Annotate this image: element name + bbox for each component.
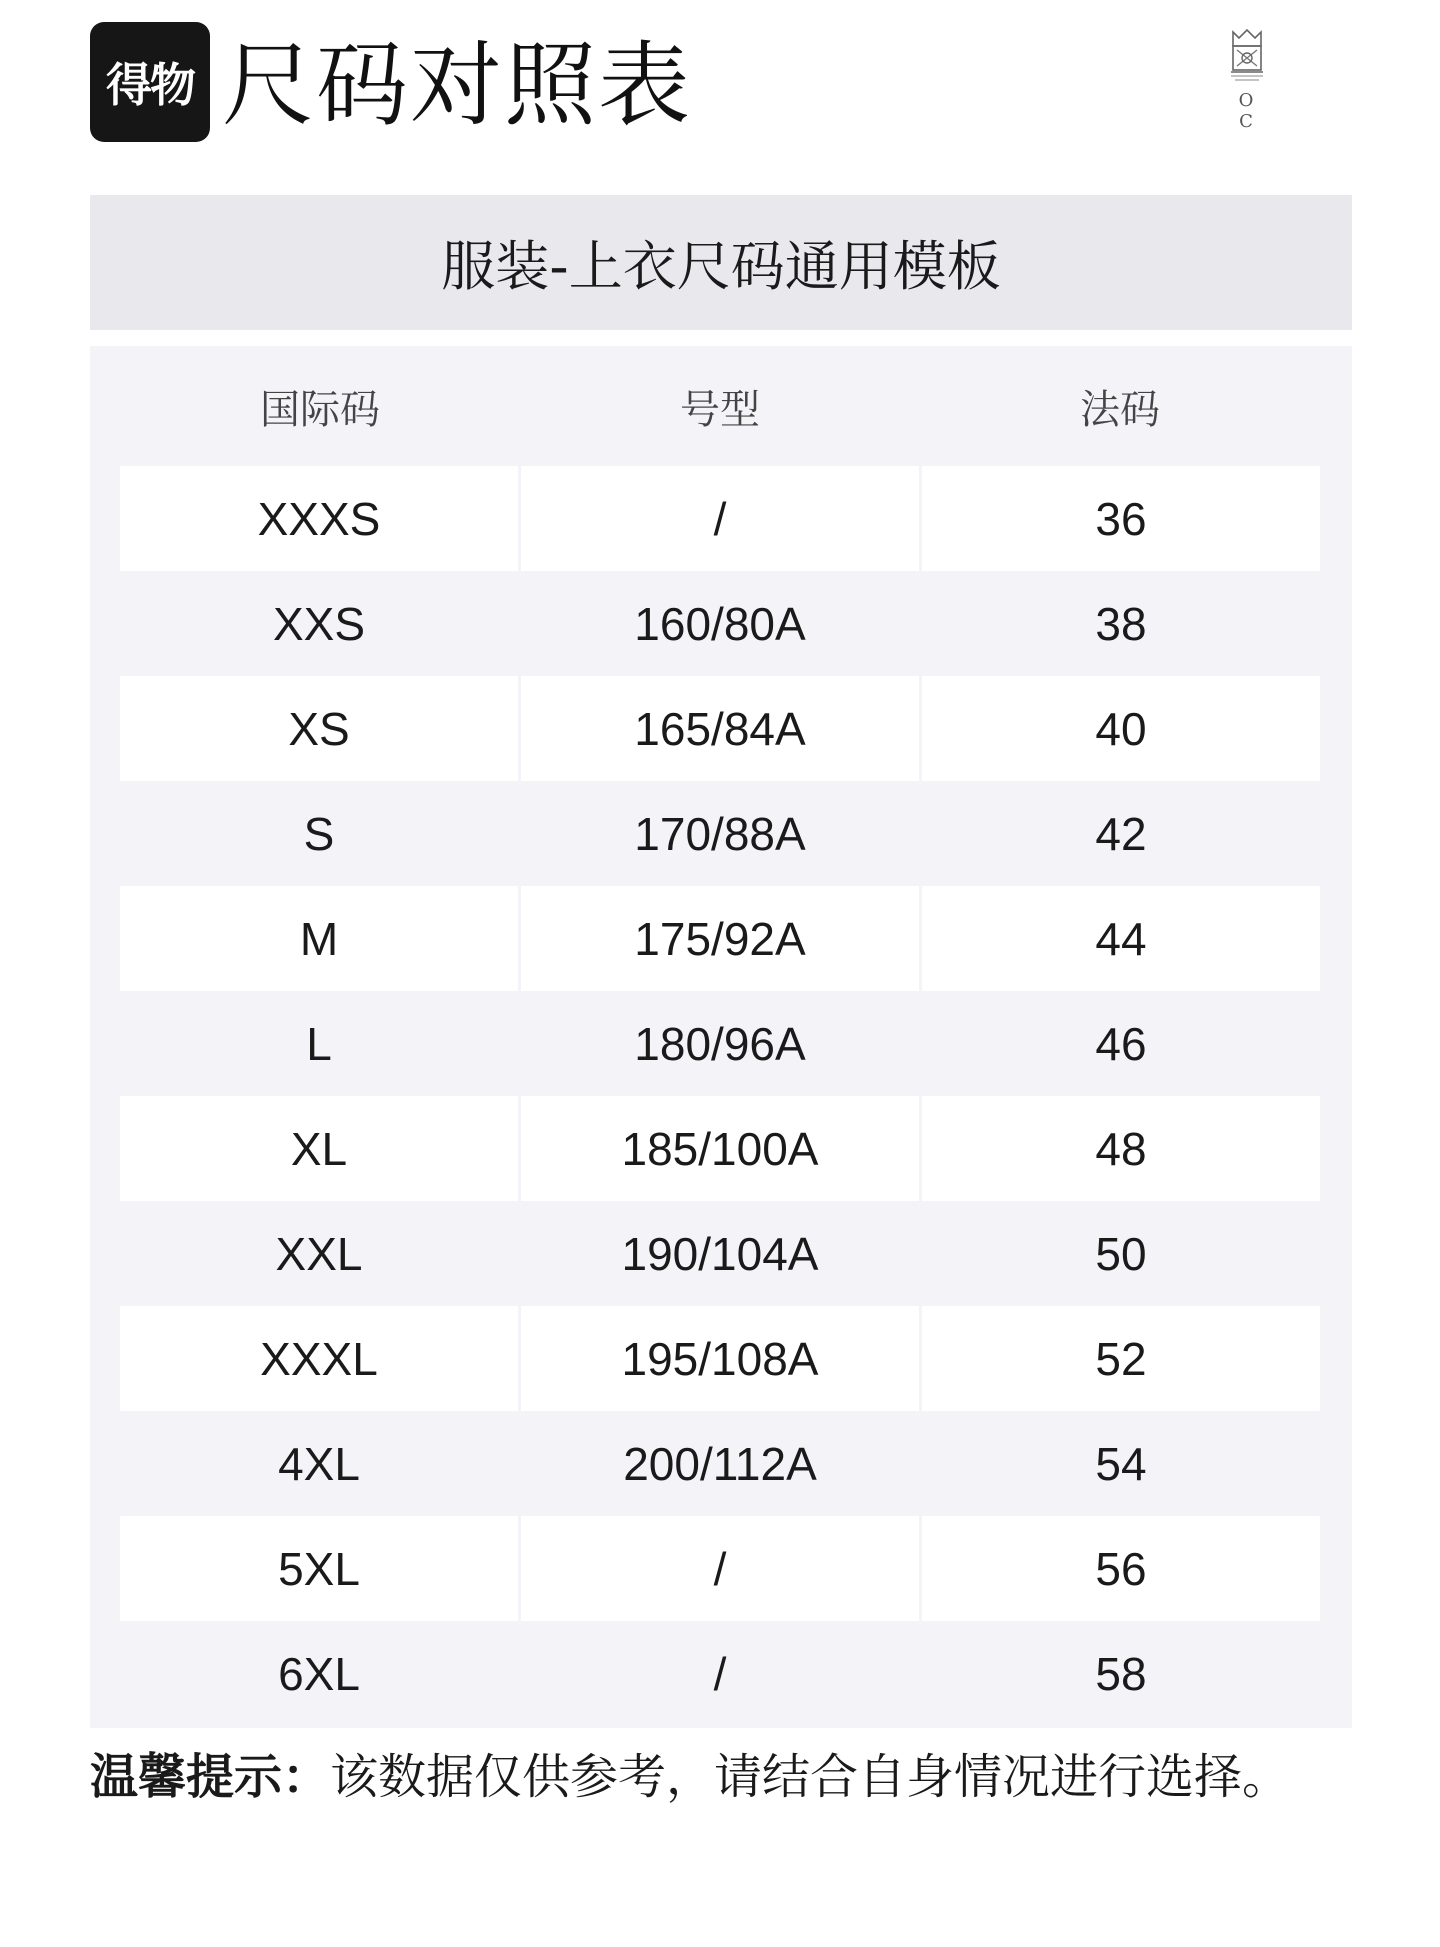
cell-size-type: / xyxy=(521,466,919,571)
table-row xyxy=(120,991,1320,1096)
cell-french: 38 xyxy=(1095,597,1147,650)
cell-size-type: 165/84A xyxy=(521,676,919,781)
cell-size-type: 170/88A xyxy=(634,807,806,860)
app-logo xyxy=(90,22,210,142)
brand-crest-icon xyxy=(1225,28,1269,86)
table-row xyxy=(120,1621,1320,1726)
cell-international: XXS xyxy=(272,597,366,650)
table-row xyxy=(120,1306,1320,1411)
cell-french: 54 xyxy=(1095,1437,1147,1490)
template-title: 服装-上衣尺码通用模板 xyxy=(441,235,1001,298)
table-row xyxy=(120,1516,1320,1621)
cell-french: 56 xyxy=(922,1516,1320,1621)
warm-tip xyxy=(90,1747,1290,1807)
cell-french: 48 xyxy=(922,1096,1320,1201)
table-row xyxy=(120,886,1320,991)
table-body xyxy=(120,466,1320,1726)
cell-french: 58 xyxy=(1095,1647,1147,1700)
template-bar xyxy=(90,195,1352,330)
cell-international: XXL xyxy=(275,1227,363,1280)
cell-international: M xyxy=(120,886,518,991)
logo-text: 得物 xyxy=(106,58,194,112)
tip-label: 温馨提示： xyxy=(90,1749,331,1805)
tip-text: 该数据仅供参考，请结合自身情况进行选择。 xyxy=(330,1749,1291,1805)
table-row xyxy=(120,466,1320,571)
cell-size-type: 185/100A xyxy=(521,1096,919,1201)
cell-size-type: 175/92A xyxy=(521,886,919,991)
brand-caption: O C xyxy=(1238,90,1264,132)
cell-size-type: 160/80A xyxy=(634,597,806,650)
table-row xyxy=(120,676,1320,781)
column-header-international: 国际码 xyxy=(260,386,380,433)
table-row xyxy=(120,1411,1320,1516)
cell-international: XL xyxy=(120,1096,518,1201)
cell-size-type: 190/104A xyxy=(621,1227,819,1280)
cell-international: XXXS xyxy=(120,466,518,571)
cell-french: 36 xyxy=(922,466,1320,571)
size-table xyxy=(90,346,1352,1728)
table-row xyxy=(120,1096,1320,1201)
cell-size-type: 200/112A xyxy=(623,1437,817,1490)
cell-french: 46 xyxy=(1095,1017,1147,1070)
cell-international: 6XL xyxy=(278,1647,360,1700)
cell-french: 40 xyxy=(922,676,1320,781)
cell-size-type: / xyxy=(521,1516,919,1621)
cell-french: 44 xyxy=(922,886,1320,991)
cell-international: XXXL xyxy=(120,1306,518,1411)
table-header xyxy=(120,346,1320,466)
table-row xyxy=(120,571,1320,676)
cell-french: 42 xyxy=(1095,807,1147,860)
cell-french: 52 xyxy=(922,1306,1320,1411)
page-title: 尺码对照表 xyxy=(222,32,693,139)
column-header-size-type: 号型 xyxy=(680,386,760,433)
cell-international: L xyxy=(306,1017,332,1070)
cell-size-type: 180/96A xyxy=(634,1017,806,1070)
cell-french: 50 xyxy=(1095,1227,1147,1280)
cell-size-type: / xyxy=(713,1647,727,1700)
cell-international: 5XL xyxy=(120,1516,518,1621)
brand-emblem xyxy=(1212,28,1282,132)
cell-size-type: 195/108A xyxy=(521,1306,919,1411)
table-row xyxy=(120,1201,1320,1306)
cell-international: S xyxy=(303,807,335,860)
header xyxy=(90,22,1350,162)
column-header-french: 法码 xyxy=(1080,386,1160,433)
cell-international: XS xyxy=(120,676,518,781)
cell-international: 4XL xyxy=(278,1437,360,1490)
table-row xyxy=(120,781,1320,886)
